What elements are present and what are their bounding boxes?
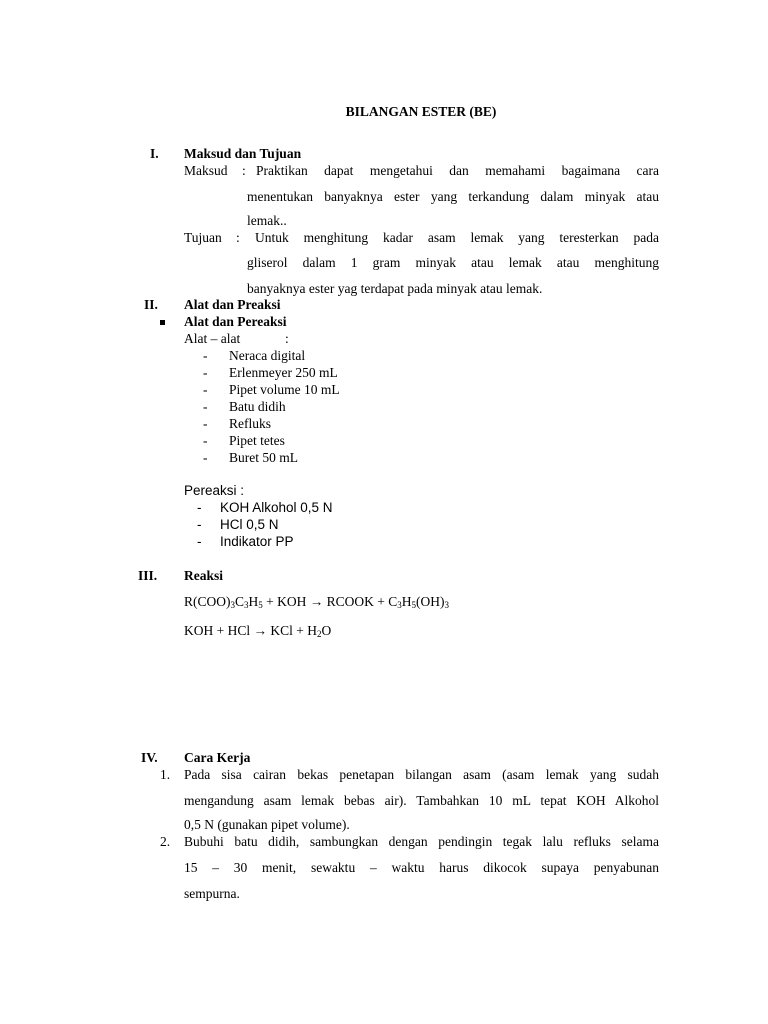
arrow-icon: →: [309, 594, 324, 609]
tujuan-line: gliserol dalam 1 gram minyak atau lemak atau menghitung: [247, 255, 659, 270]
maksud-line: Praktikan dapat mengetahui dan memahami bagaimana cara: [256, 163, 659, 178]
list-item: Neraca digital: [229, 348, 306, 363]
section-number: III.: [138, 568, 158, 583]
section-heading: Maksud dan Tujuan: [184, 146, 302, 161]
list-dash: -: [197, 517, 202, 532]
list-item: Refluks: [229, 416, 271, 431]
list-dash: -: [203, 450, 208, 465]
step-line: sempurna.: [184, 886, 240, 901]
maksud-label: Maksud: [184, 163, 228, 178]
list-item: KOH Alkohol 0,5 N: [220, 500, 333, 515]
section-heading: Alat dan Preaksi: [184, 297, 281, 312]
list-item: HCl 0,5 N: [220, 517, 279, 532]
tujuan-colon: :: [236, 230, 240, 245]
list-dash: -: [197, 500, 202, 515]
step-line: mengandung asam lemak bebas air). Tambahkan 10 mL tepat KOH Alkohol: [184, 793, 659, 808]
list-dash: -: [203, 348, 208, 363]
list-dash: -: [203, 416, 208, 431]
tujuan-line: banyaknya ester yag terdapat pada minyak atau lemak.: [247, 281, 543, 296]
list-item: Erlenmeyer 250 mL: [229, 365, 338, 380]
list-item: Indikator PP: [220, 534, 294, 549]
reaction-equation-1: $R(COO)_3C_3H_5$ + KOH → RCOOK + $C_3H_5(OH)_3$: [184, 594, 450, 610]
maksud-line: lemak..: [247, 213, 287, 228]
list-item: Pipet tetes: [229, 433, 285, 448]
pereaksi-label: Pereaksi :: [184, 483, 245, 498]
alat-colon: :: [285, 331, 289, 346]
section-number: IV.: [141, 750, 158, 765]
list-item: Buret 50 mL: [229, 450, 298, 465]
square-bullet-icon: [160, 320, 165, 325]
tujuan-label: Tujuan: [184, 230, 222, 245]
section-heading: Reaksi: [184, 568, 224, 583]
section-number: I.: [150, 146, 159, 161]
list-dash: -: [203, 382, 208, 397]
list-dash: -: [197, 534, 202, 549]
step-number: 2.: [160, 834, 171, 849]
maksud-colon: :: [242, 163, 246, 178]
list-item: Pipet volume 10 mL: [229, 382, 340, 397]
maksud-line: menentukan banyaknya ester yang terkandung dalam minyak atau: [247, 189, 659, 204]
alat-label: Alat – alat: [184, 331, 241, 346]
page-title: BILANGAN ESTER (BE): [345, 104, 497, 119]
section-number: II.: [144, 297, 158, 312]
reaction-equation-2: KOH + HCl → KCl + $H_2O$: [184, 623, 332, 639]
list-dash: -: [203, 399, 208, 414]
list-dash: -: [203, 365, 208, 380]
step-line: 15 – 30 menit, sewaktu – waktu harus dikocok supaya penyabunan: [184, 860, 659, 875]
step-line: Pada sisa cairan bekas penetapan bilangan asam (asam lemak yang sudah: [184, 767, 659, 782]
section-heading: Cara Kerja: [184, 750, 251, 765]
tujuan-line: Untuk menghitung kadar asam lemak yang teresterkan pada: [255, 230, 659, 245]
step-line: Bubuhi batu didih, sambungkan dengan pendingin tegak lalu refluks selama: [184, 834, 659, 849]
step-number: 1.: [160, 767, 171, 782]
subsection-heading: Alat dan Pereaksi: [184, 314, 287, 329]
arrow-icon: →: [253, 623, 267, 638]
step-line: 0,5 N (gunakan pipet volume).: [184, 817, 350, 832]
list-item: Batu didih: [229, 399, 286, 414]
list-dash: -: [203, 433, 208, 448]
